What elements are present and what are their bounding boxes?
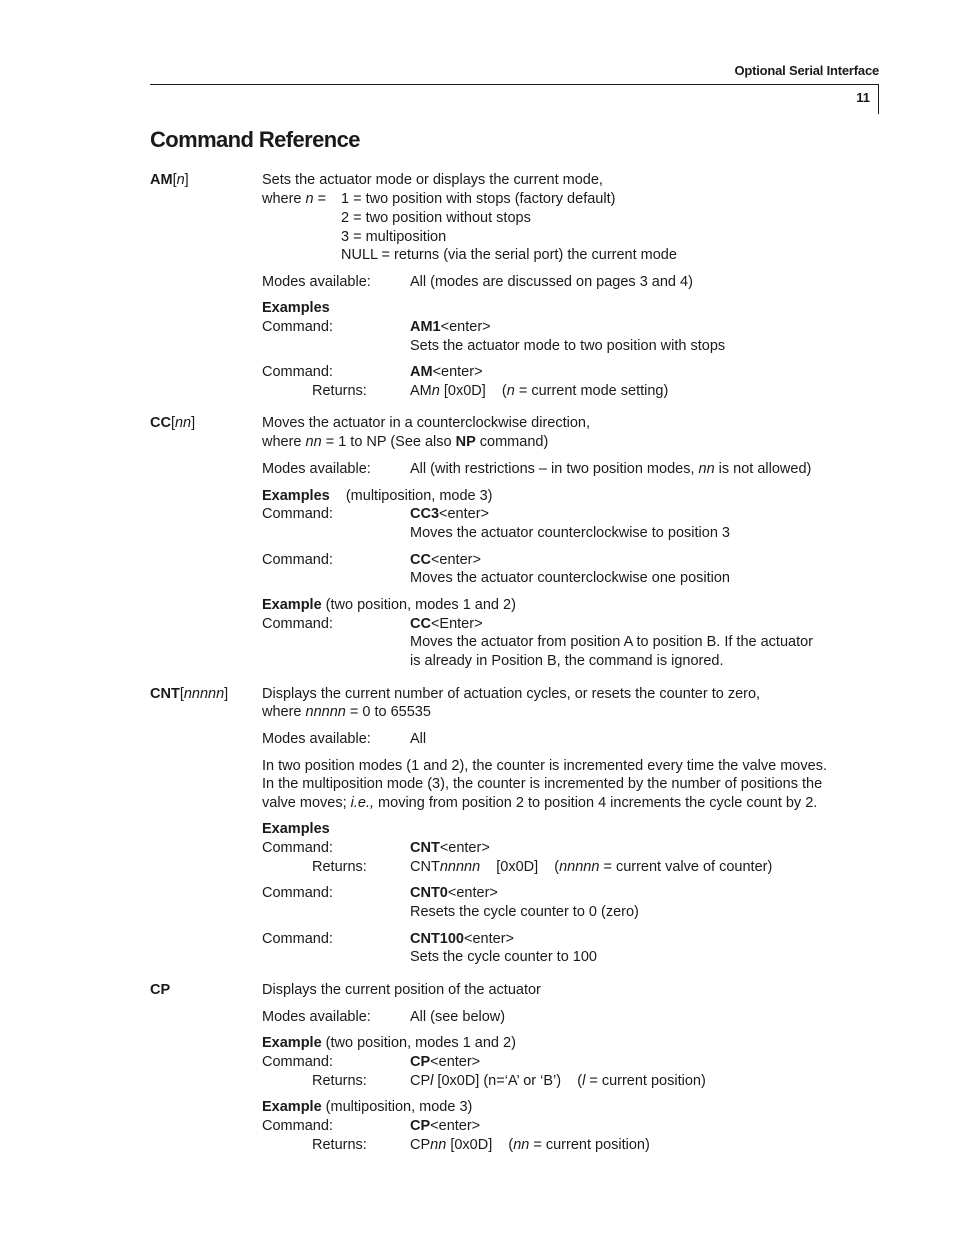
example-description: Moves the actuator counterclockwise one position bbox=[410, 570, 730, 586]
command-label: Command: bbox=[262, 840, 333, 856]
example-description: Sets the cycle counter to 100 bbox=[410, 949, 597, 965]
cnt-paragraph: valve moves; i.e., moving from position 2 to position 4 increments the cycle count by 2. bbox=[262, 795, 818, 811]
cp-modes-label: Modes available: bbox=[262, 1009, 371, 1025]
cnt-paragraph: In the multiposition mode (3), the counter is incremented by the number of positions the bbox=[262, 776, 823, 792]
cnt-where: where nnnnn = 0 to 65535 bbox=[262, 704, 431, 720]
command-label: Command: bbox=[262, 506, 333, 522]
am-where: where n = bbox=[262, 191, 327, 207]
command-cc: CC[nn] bbox=[150, 415, 196, 431]
command-cnt: CNT[nnnnn] bbox=[150, 686, 229, 702]
example-description: is already in Position B, the command is ignored. bbox=[410, 653, 724, 669]
returns-label: Returns: bbox=[312, 1073, 367, 1089]
example-command: CC3<enter> bbox=[410, 506, 490, 522]
command-am: AM[n] bbox=[150, 172, 189, 188]
example-command: CC<Enter> bbox=[410, 616, 483, 632]
command-label: Command: bbox=[262, 885, 333, 901]
am-modes-value: All (modes are discussed on pages 3 and 4) bbox=[410, 274, 693, 290]
am-modes-label: Modes available: bbox=[262, 274, 371, 290]
running-header: Optional Serial Interface bbox=[734, 63, 879, 78]
example-command: CP<enter> bbox=[410, 1118, 481, 1134]
cnt-modes-value: All bbox=[410, 731, 427, 747]
cp-example-heading: Example (multiposition, mode 3) bbox=[262, 1099, 473, 1115]
am-option: 1 = two position with stops (factory default) bbox=[341, 191, 616, 207]
cnt-examples-heading: Examples bbox=[262, 821, 330, 837]
command-label: Command: bbox=[262, 1054, 333, 1070]
command-label: Command: bbox=[262, 319, 333, 335]
example-description: Sets the actuator mode to two position with stops bbox=[410, 338, 726, 354]
example-description: Moves the actuator from position A to position B. If the actuator bbox=[410, 634, 813, 650]
am-option: 2 = two position without stops bbox=[341, 210, 531, 226]
example-command: CC<enter> bbox=[410, 552, 481, 568]
example-returns: CPl [0x0D] (n=‘A’ or ‘B’) (l = current position) bbox=[410, 1073, 706, 1089]
cp-description: Displays the current position of the actuator bbox=[262, 982, 541, 998]
cc-where: where nn = 1 to NP (See also NP command) bbox=[262, 434, 549, 450]
cnt-paragraph: In two position modes (1 and 2), the counter is incremented every time the valve moves. bbox=[262, 758, 827, 774]
am-examples-heading: Examples bbox=[262, 300, 330, 316]
cp-example-heading: Example (two position, modes 1 and 2) bbox=[262, 1035, 516, 1051]
command-label: Command: bbox=[262, 552, 333, 568]
cnt-description: Displays the current number of actuation cycles, or resets the counter to zero, bbox=[262, 686, 761, 702]
returns-label: Returns: bbox=[312, 1137, 367, 1153]
cc-modes-label: Modes available: bbox=[262, 461, 371, 477]
header-vertical-rule bbox=[878, 84, 879, 114]
page-title: Command Reference bbox=[150, 127, 360, 152]
cc-examples-heading: Examples (multiposition, mode 3) bbox=[262, 488, 493, 504]
example-description: Resets the cycle counter to 0 (zero) bbox=[410, 904, 639, 920]
example-command: AM<enter> bbox=[410, 364, 483, 380]
page-number: 11 bbox=[856, 90, 870, 105]
example-command: CP<enter> bbox=[410, 1054, 481, 1070]
command-label: Command: bbox=[262, 931, 333, 947]
command-label: Command: bbox=[262, 616, 333, 632]
cc-example-heading: Example (two position, modes 1 and 2) bbox=[262, 597, 516, 613]
command-label: Command: bbox=[262, 1118, 333, 1134]
cp-modes-value: All (see below) bbox=[410, 1009, 506, 1025]
example-description: Moves the actuator counterclockwise to position 3 bbox=[410, 525, 730, 541]
example-command: AM1<enter> bbox=[410, 319, 491, 335]
returns-label: Returns: bbox=[312, 383, 367, 399]
cc-description: Moves the actuator in a counterclockwise direction, bbox=[262, 415, 591, 431]
am-option: 3 = multiposition bbox=[341, 229, 447, 245]
command-label: Command: bbox=[262, 364, 333, 380]
cnt-modes-label: Modes available: bbox=[262, 731, 371, 747]
example-command: CNT<enter> bbox=[410, 840, 490, 856]
header-rule bbox=[150, 84, 879, 85]
example-returns: CPnn [0x0D] (nn = current position) bbox=[410, 1137, 650, 1153]
example-returns: CNTnnnnn [0x0D] (nnnnn = current valve of counter) bbox=[410, 859, 773, 875]
example-command: CNT0<enter> bbox=[410, 885, 498, 901]
command-cp: CP bbox=[150, 982, 171, 998]
am-description: Sets the actuator mode or displays the current mode, bbox=[262, 172, 603, 188]
cc-modes-value: All (with restrictions – in two position modes, nn is not allowed) bbox=[410, 461, 812, 477]
am-option: NULL = returns (via the serial port) the current mode bbox=[341, 247, 677, 263]
example-command: CNT100<enter> bbox=[410, 931, 514, 947]
example-returns: AMn [0x0D] (n = current mode setting) bbox=[410, 383, 669, 399]
returns-label: Returns: bbox=[312, 859, 367, 875]
